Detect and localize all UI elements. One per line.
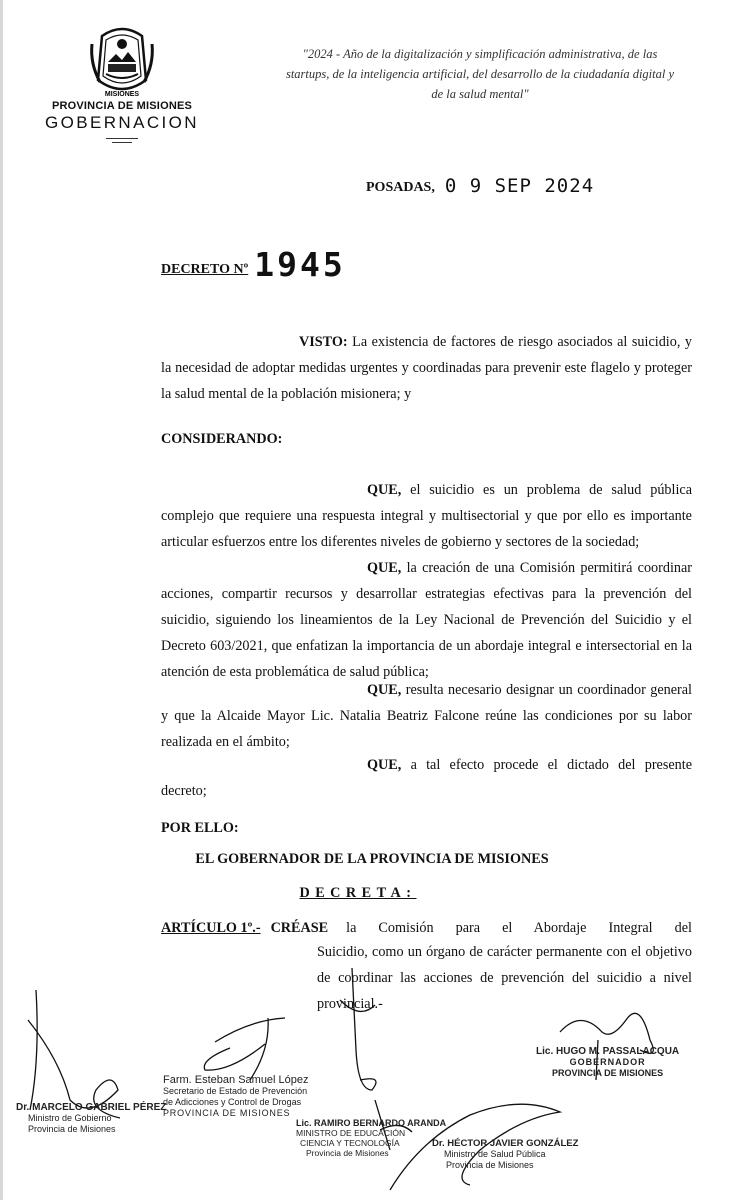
signer-role: GOBERNADOR xyxy=(569,1057,646,1067)
crest-text: MISIONES xyxy=(104,91,140,98)
government-name: GOBERNACION xyxy=(45,113,199,132)
signer-role: Provincia de Misiones xyxy=(306,1148,389,1158)
signer-role: CIENCIA Y TECNOLOGÍA xyxy=(300,1138,400,1148)
motto-line: startups, de la inteligencia artificial, del desarrollo de la ciudadanía digital y xyxy=(285,67,675,81)
signer-role: Ministro de Gobierno xyxy=(28,1113,112,1123)
signer-name: Lic. HUGO M. PASSALACQUA xyxy=(536,1046,680,1057)
que-paragraph-3: QUE, resulta necesario designar un coordinador general y que la Alcaide Mayor Lic. Natalia Beatriz Falcone reúne las condiciones por su labor realizada en el ámbito; xyxy=(161,682,692,750)
signer-role: MINISTRO DE EDUCACIÓN xyxy=(296,1128,406,1138)
signer-role: Provincia de Misiones xyxy=(28,1124,116,1134)
signer-role: PROVINCIA DE MISIONES xyxy=(551,1068,664,1078)
divider xyxy=(112,142,132,143)
article-1 xyxy=(161,915,692,1017)
signature-aranda xyxy=(296,1118,446,1158)
por-ello-heading: POR ELLO: xyxy=(161,820,239,836)
signer-role: Provincia de Misiones xyxy=(446,1160,534,1170)
visto-paragraph: VISTO: La existencia de factores de riesgo asociados al suicidio, y la necesidad de adoptar medidas urgentes y coordinadas para prevenir este flagelo y proteger la salud mental de la población misionera; y xyxy=(161,334,693,402)
decree-label: DECRETO Nº xyxy=(161,262,249,277)
article-1-label: ARTÍCULO 1º.- xyxy=(161,920,261,936)
signature-passalacqua xyxy=(536,1046,679,1079)
place-and-date xyxy=(366,174,594,196)
governor-heading: EL GOBERNADOR DE LA PROVINCIA DE MISIONES xyxy=(195,851,549,867)
que-paragraph-2: QUE, la creación de una Comisión permitirá coordinar acciones, compartir recursos y desarrollar estrategias efectivas para la prevención del suicidio, siguiendo los lineamientos de la Ley Nacional de Prevención del Suicidio y el Decreto 603/2021, que enfatizan la importancia de un abordaje integral e intersectorial en la atención de esta problemática de salud pública; xyxy=(161,560,693,680)
signer-role: Secretario de Estado de Prevención xyxy=(163,1086,308,1096)
year-motto xyxy=(250,44,710,104)
motto-line: "2024 - Año de la digitalización y simplificación administrativa, de las xyxy=(302,47,658,61)
decreta-heading xyxy=(0,885,730,902)
signer-name: Lic. RAMIRO BERNARDO ARANDA xyxy=(296,1118,447,1128)
article-1-verb: CRÉASE xyxy=(270,920,329,936)
signer-name: Dr. MARCELO GABRIEL PÉREZ xyxy=(16,1102,167,1113)
place: POSADAS, xyxy=(366,180,435,195)
signer-role: Ministro de Salud Pública xyxy=(444,1149,546,1159)
decree-number: 1945 xyxy=(254,245,346,284)
signer-name: Farm. Esteban Samuel López xyxy=(163,1074,309,1086)
article-1-line1: la Comisión para el Abordaje Integral del xyxy=(346,920,692,936)
que-paragraph-4: QUE, a tal efecto procede el dictado del presente decreto; xyxy=(161,757,693,799)
date-stamp: 0 9 SEP 2024 xyxy=(444,175,595,197)
signer-role: PROVINCIA DE MISIONES xyxy=(163,1108,291,1118)
provincial-crest-icon xyxy=(88,24,156,100)
province-name: PROVINCIA DE MISIONES xyxy=(51,100,193,112)
page-edge xyxy=(0,0,3,1200)
signer-role: de Adicciones y Control de Drogas xyxy=(163,1097,302,1107)
signer-name: Dr. HÉCTOR JAVIER GONZÁLEZ xyxy=(432,1138,579,1149)
signature-perez xyxy=(16,1102,166,1135)
considerando-heading: CONSIDERANDO: xyxy=(161,431,283,447)
decreta-label: DECRETA: xyxy=(299,885,417,901)
decree-heading xyxy=(161,242,346,284)
que-paragraph-1: QUE, el suicidio es un problema de salud pública complejo que requiere una respuesta integral y multisectorial y que por ello es importante articular esfuerzos entre los diferentes niveles de gobierno y sectores de la sociedad; xyxy=(161,482,692,550)
signature-lopez xyxy=(163,1074,309,1119)
divider xyxy=(106,138,138,139)
motto-line: de la salud mental" xyxy=(431,87,529,101)
signature-gonzalez xyxy=(432,1138,578,1171)
article-1-rest-a: Suicidio, como un órgano de carácter permanente con el objetivo de coordinar las acciones de prevención del suicidio a nivel provincial.- xyxy=(317,944,692,1012)
visto-label: VISTO: xyxy=(299,334,348,350)
